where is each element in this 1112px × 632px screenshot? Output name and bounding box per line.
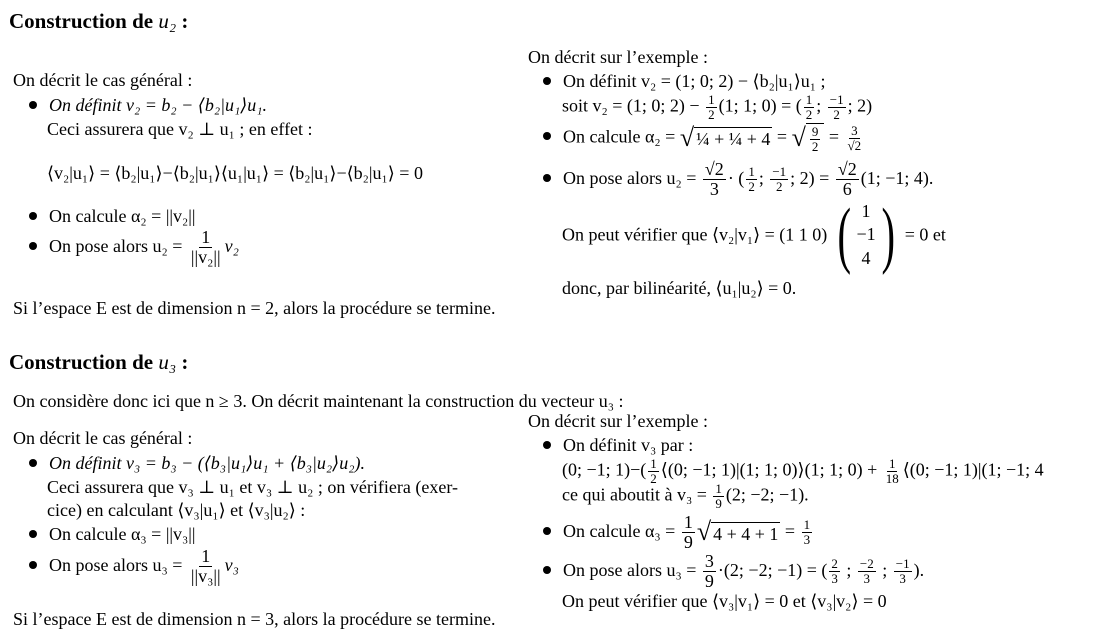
bullet-text: On définit v₂ = b₂ − ⟨b₂|u₁⟩u₁. [49, 95, 268, 115]
bullet-compute-alpha2 [29, 206, 196, 227]
bullet-icon [29, 530, 37, 538]
fraction-numerator: √2 [704, 159, 724, 179]
section-title-text: Construction de [9, 350, 159, 374]
text: ). [913, 559, 925, 580]
bullet-example-u2: On pose alors u₂ = $\frac{√2}{3}$ · ( $\frac{1}{2}$ ; $\frac{-1}{2}$ ; 2) = $\frac{√2}{6}$ (1; −1; 4). [543, 160, 933, 200]
bullet-text: On calcule α₃ = ||v₃|| [49, 524, 196, 544]
column-vector: ( 1 −1 4 ) [837, 194, 895, 276]
fraction-minus-half: $\frac{-1}{2}$ [829, 92, 844, 122]
text: (2; −2; −1). [725, 484, 809, 505]
fraction [189, 228, 223, 268]
fraction-denominator: 9 [704, 570, 714, 591]
bullet-text: On définit v₃ par : [563, 435, 694, 455]
text: On pose alors u₃ = [563, 559, 701, 580]
bullet-icon [29, 242, 37, 250]
bullet-define-v2 [29, 95, 267, 116]
vector-entry: 1 [861, 200, 871, 221]
section-title-var: u₃ [158, 350, 177, 374]
text: (1; 1; 0) = ( [718, 95, 802, 116]
text: (1; −1; 4). [860, 167, 934, 188]
fraction [189, 547, 223, 587]
example-intro: On décrit sur l’exemple : [528, 47, 708, 67]
bullet-icon [543, 174, 551, 182]
bullet-icon [29, 101, 37, 109]
bullet-define-v3 [29, 453, 365, 474]
fraction-half: $\frac{1}{2}$ [805, 92, 813, 122]
bullet-text: On pose alors u₂ = [49, 235, 187, 256]
bullet-text: On définit v₂ = (1; 0; 2) − ⟨b₂|u₁⟩u₁ ; [563, 71, 826, 91]
text: ⟨(0; −1; 1)|(1; 1; 0)⟩(1; 1; 0) + [660, 459, 882, 480]
bullet-example-alpha3: On calcule α₃ = $\frac{1}{9}$ √ 4 + 4 + 1 = $\frac{1}{3}$ [543, 513, 814, 553]
section-end-note: Si l’espace E est de dimension n = 3, alors la procédure se termine. [13, 609, 496, 629]
bullet-text-end: v₃ [224, 554, 239, 575]
fraction-denominator: 6 [842, 178, 852, 199]
bullet-icon [543, 77, 551, 85]
vector-entry: 4 [861, 247, 871, 268]
general-intro: On décrit le cas général : [13, 428, 193, 448]
text: soit v₂ = (1; 0; 2) − [562, 95, 705, 116]
text: · ( [727, 167, 745, 188]
bullet-text: On calcule α₂ = ||v₂|| [49, 206, 196, 226]
sqrt-content: ¼ + ¼ + 4 [696, 129, 771, 150]
section-title-u2 [9, 9, 188, 33]
bullet-example-define-v3 [543, 435, 693, 456]
text: = [772, 126, 792, 147]
fraction-denominator: 3 [709, 178, 719, 199]
fraction [703, 160, 726, 200]
fraction-denominator: ||v₂|| [190, 246, 221, 267]
bullet-compute-alpha3 [29, 524, 196, 545]
bullet-text: On définit v₃ = b₃ − (⟨b₃|u₁⟩u₁ + ⟨b₃|u₂⟩u₂). [49, 453, 365, 473]
general-intro: On décrit le cas général : [13, 70, 193, 90]
bullet-icon [543, 566, 551, 574]
text: ⟨(0; −1; 1)|(1; −1; 4 [902, 459, 1044, 480]
fraction [682, 513, 695, 553]
section-title-var: u₂ [158, 9, 177, 33]
fraction-numerator: 1 [201, 227, 211, 247]
section-title-u3 [9, 350, 188, 374]
section-title-colon: : [176, 350, 189, 374]
text: ; 2) = [790, 167, 834, 188]
example-intro: On décrit sur l’exemple : [528, 411, 708, 431]
fraction-numerator: 1 [201, 546, 211, 566]
bullet-set-u3 [29, 547, 239, 587]
bullet-example-u3: On pose alors u₃ = $\frac{3}{9}$ ·(2; −2; −1) = ( $\frac{2}{3}$ ; $\frac{-2}{3}$ ; $\frac{-1}{3}$ ). [543, 552, 924, 592]
text: ; 2) [847, 95, 873, 116]
text: = [780, 520, 800, 541]
fraction-numerator: 3 [851, 123, 858, 138]
bullet-icon [543, 527, 551, 535]
orthogonality-note: Ceci assurera que v₃ ⊥ u₁ et v₃ ⊥ u₂ ; on vérifiera (exer- [47, 477, 458, 497]
fraction-denominator: ||v₃|| [190, 565, 221, 586]
text: = [824, 126, 844, 147]
sqrt-content [806, 123, 825, 154]
fraction [846, 124, 864, 153]
bullet-icon [29, 212, 37, 220]
orthogonality-note: Ceci assurera que v₂ ⊥ u₁ ; en effet : [47, 119, 313, 139]
text: On peut vérifier que ⟨v₂|v₁⟩ = (1 1 0) [562, 224, 828, 245]
text: (0; −1; 1)−( [562, 459, 647, 480]
example-v3-result: ce qui aboutit à v₃ = $\frac{1}{9}$ (2; −2; −1). [562, 481, 809, 511]
fraction-numerator: 3 [704, 551, 714, 571]
consider-line: On considère donc ici que n ≥ 3. On décrit maintenant la construction du vecteur u₃ : [13, 391, 624, 411]
example-conclusion: donc, par bilinéarité, ⟨u₁|u₂⟩ = 0. [562, 278, 797, 298]
bullet-example-alpha2: On calcule α₂ = √ ¼ + ¼ + 4 = √ $\frac{9}{2}$ = $\frac{3}{√2}$ [543, 123, 865, 154]
bullet-text: On pose alors u₃ = [49, 554, 187, 575]
scalar-product-equation: ⟨v₂|u₁⟩ = ⟨b₂|u₁⟩−⟨b₂|u₁⟩⟨u₁|u₁⟩ = ⟨b₂|u₁⟩−⟨b₂|u₁⟩ = 0 [47, 163, 423, 183]
section-title-colon: : [176, 9, 189, 33]
bullet-icon [29, 459, 37, 467]
bullet-icon [543, 441, 551, 449]
fraction-half: $\frac{1}{2}$ [708, 92, 715, 122]
bullet-set-u2 [29, 228, 239, 268]
text: = 0 et [904, 224, 946, 245]
bullet-text-end: v₂ [224, 235, 239, 256]
example-v3-expression: (0; −1; 1)−( $\frac{1}{2}$ ⟨(0; −1; 1)|(1; 1; 0)⟩(1; 1; 0) + $\frac{1}{18}$ ⟨(0; −1; 1)|(1; −1; 4 [562, 456, 1044, 486]
text: On pose alors u₂ = [563, 167, 701, 188]
text: ce qui aboutit à v₃ = [562, 484, 712, 505]
fraction [703, 552, 716, 592]
sqrt-content: 4 + 4 + 1 [713, 523, 779, 544]
section-title-text: Construction de [9, 9, 159, 33]
fraction-denominator: 9 [683, 531, 693, 552]
example-v2-result: soit v₂ = (1; 0; 2) − $\frac{1}{2}$ (1; 1; 0) = ( $\frac{1}{2}$ ; $\frac{-1}{2}$ ; 2) [562, 92, 873, 122]
fraction-numerator: 1 [683, 512, 693, 532]
bullet-icon [29, 561, 37, 569]
section-end-note: Si l’espace E est de dimension n = 2, alors la procédure se termine. [13, 298, 496, 318]
example-check-v3: On peut vérifier que ⟨v₃|v₁⟩ = 0 et ⟨v₃|v₂⟩ = 0 [562, 591, 887, 611]
fraction-denominator: 2 [811, 138, 819, 154]
text: On calcule α₂ = [563, 126, 680, 147]
text: ·(2; −2; −1) = ( [717, 559, 828, 580]
orthogonality-note-cont: cice) en calculant ⟨v₃|u₁⟩ et ⟨v₃|u₂⟩ : [47, 500, 306, 520]
example-check [562, 194, 946, 276]
vector-entry: −1 [856, 224, 876, 245]
bullet-icon [543, 132, 551, 140]
fraction-numerator: 9 [811, 124, 819, 139]
fraction-denominator: √2 [847, 137, 862, 153]
bullet-example-define-v2 [543, 71, 826, 92]
fraction-numerator: √2 [837, 159, 857, 179]
text: On calcule α₃ = [563, 520, 680, 541]
